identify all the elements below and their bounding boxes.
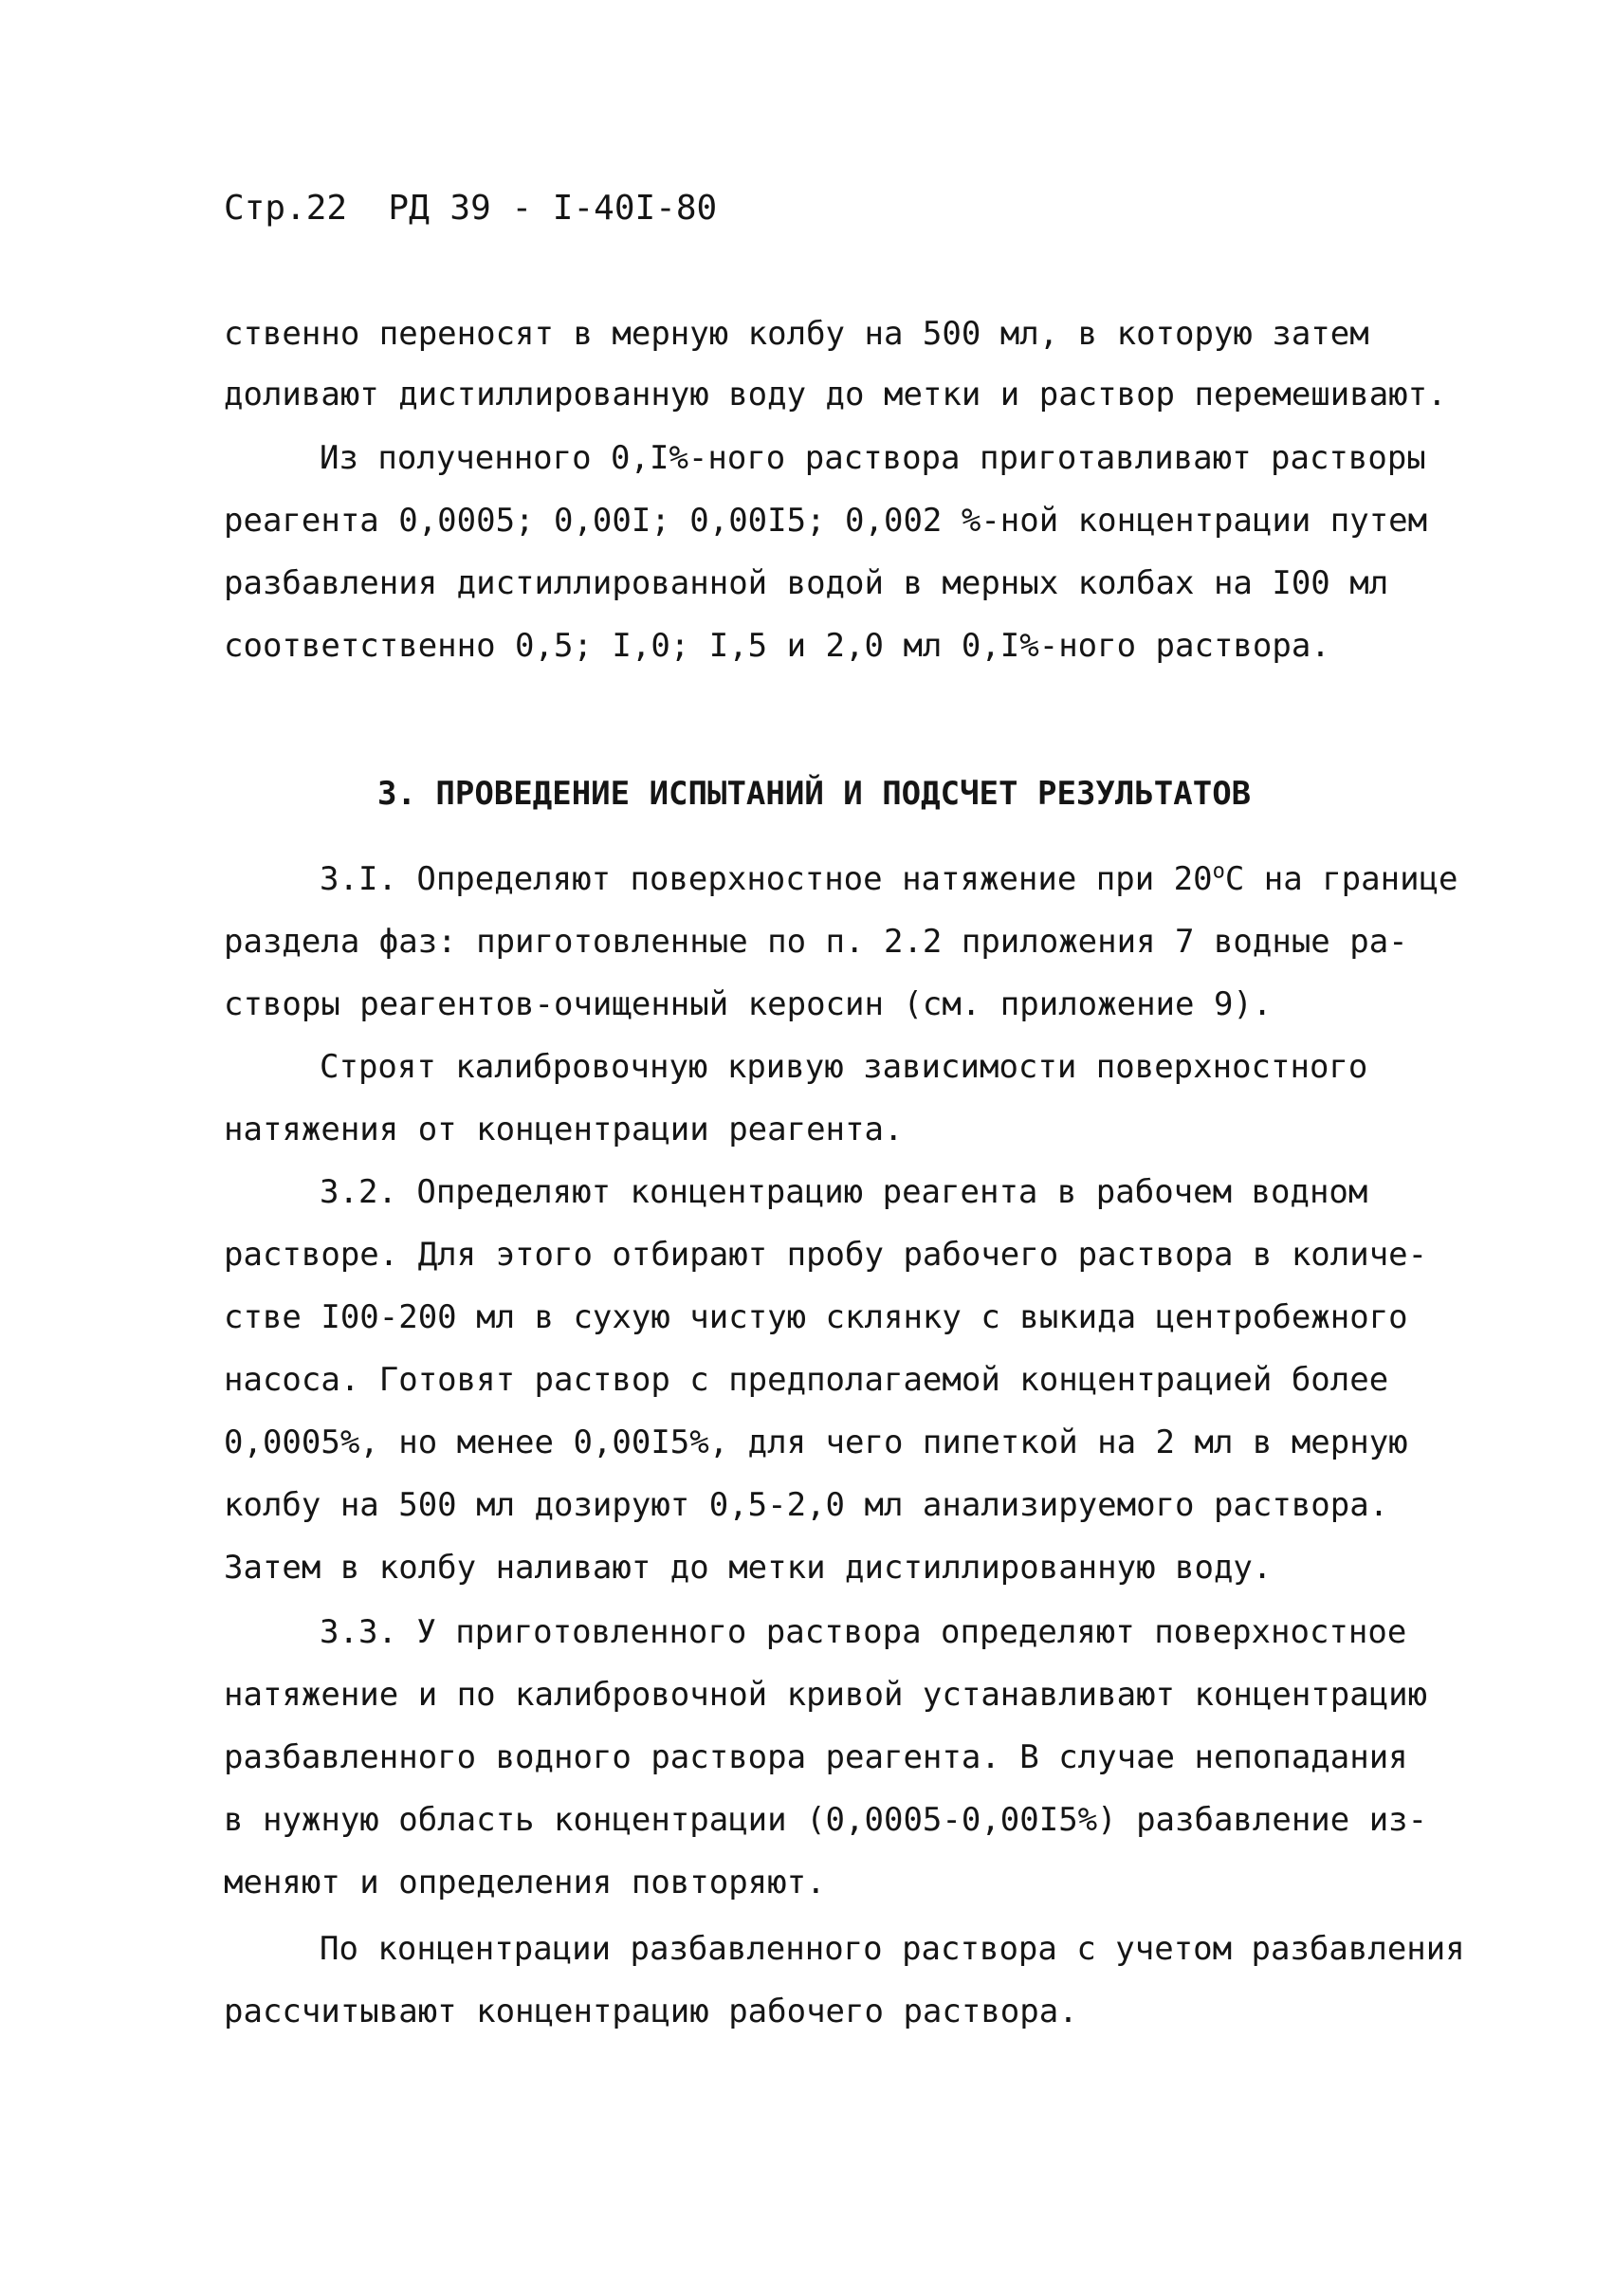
text-line: По концентрации разбавленного раствора с учетом разбавления (320, 1930, 1465, 1968)
text-line: разбавленного водного раствора реагента. В случае непопадания (224, 1738, 1408, 1776)
section-heading: 3. ПРОВЕДЕНИЕ ИСПЫТАНИЙ И ПОДСЧЕТ РЕЗУЛЬТАТОВ (377, 775, 1252, 813)
text-segment: 3.I. Определяют поверхностное натяжение при 20 (320, 860, 1213, 898)
text-line: в нужную область концентрации (0,0005-0,00I5%) разбавление из- (224, 1801, 1428, 1839)
text-line: доливают дистиллированную воду до метки и раствор перемешивают. (224, 376, 1447, 413)
page-header (224, 186, 717, 231)
text-line: насоса. Готовят раствор с предполагаемой концентрацией более (224, 1361, 1389, 1399)
text-line: раздела фаз: приготовленные по п. 2.2 приложения 7 водные ра- (224, 923, 1408, 961)
text-line: растворе. Для этого отбирают пробу рабочего раствора в количе- (224, 1236, 1428, 1274)
text-line: Из полученного 0,I%-ного раствора приготавливают растворы (320, 439, 1426, 477)
text-line: меняют и определения повторяют. (224, 1864, 826, 1901)
text-line: колбу на 500 мл дозируют 0,5-2,0 мл анализируемого раствора. (224, 1486, 1389, 1524)
text-line: створы реагентов-очищенный керосин (см. приложение 9). (224, 985, 1273, 1023)
text-line: ственно переносят в мерную колбу на 500 мл, в которую затем (224, 315, 1369, 353)
text-line: разбавления дистиллированной водой в мерных колбах на I00 мл (224, 564, 1389, 602)
text-line: соответственно 0,5; I,0; I,5 и 2,0 мл 0,I%-ного раствора. (224, 627, 1330, 665)
text-line: натяжения от концентрации реагента. (224, 1111, 904, 1148)
text-segment: С на границе (1224, 860, 1458, 898)
text-line: Затем в колбу наливают до метки дистиллированную воду. (224, 1549, 1273, 1587)
degree-sign: о (1212, 859, 1225, 884)
text-line: 0,0005%, но менее 0,00I5%, для чего пипеткой на 2 мл в мерную (224, 1424, 1408, 1461)
text-line: 3.3. У приготовленного раствора определяют поверхностное (320, 1613, 1407, 1651)
text-line: рассчитывают концентрацию рабочего раствора. (224, 1993, 1078, 2030)
text-line: 3.2. Определяют концентрацию реагента в рабочем водном (320, 1173, 1368, 1211)
text-line: стве I00-200 мл в сухую чистую склянку с выкида центробежного (224, 1298, 1408, 1336)
text-line (320, 856, 1458, 902)
document-code: РД 39 - I-40I-80 (388, 189, 718, 228)
page-number: Стр.22 (224, 189, 348, 228)
text-line: реагента 0,0005; 0,00I; 0,00I5; 0,002 %-ной концентрации путем (224, 502, 1428, 540)
text-line: натяжение и по калибровочной кривой устанавливают концентрацию (224, 1676, 1428, 1714)
text-line: Строят калибровочную кривую зависимости поверхностного (320, 1048, 1368, 1086)
